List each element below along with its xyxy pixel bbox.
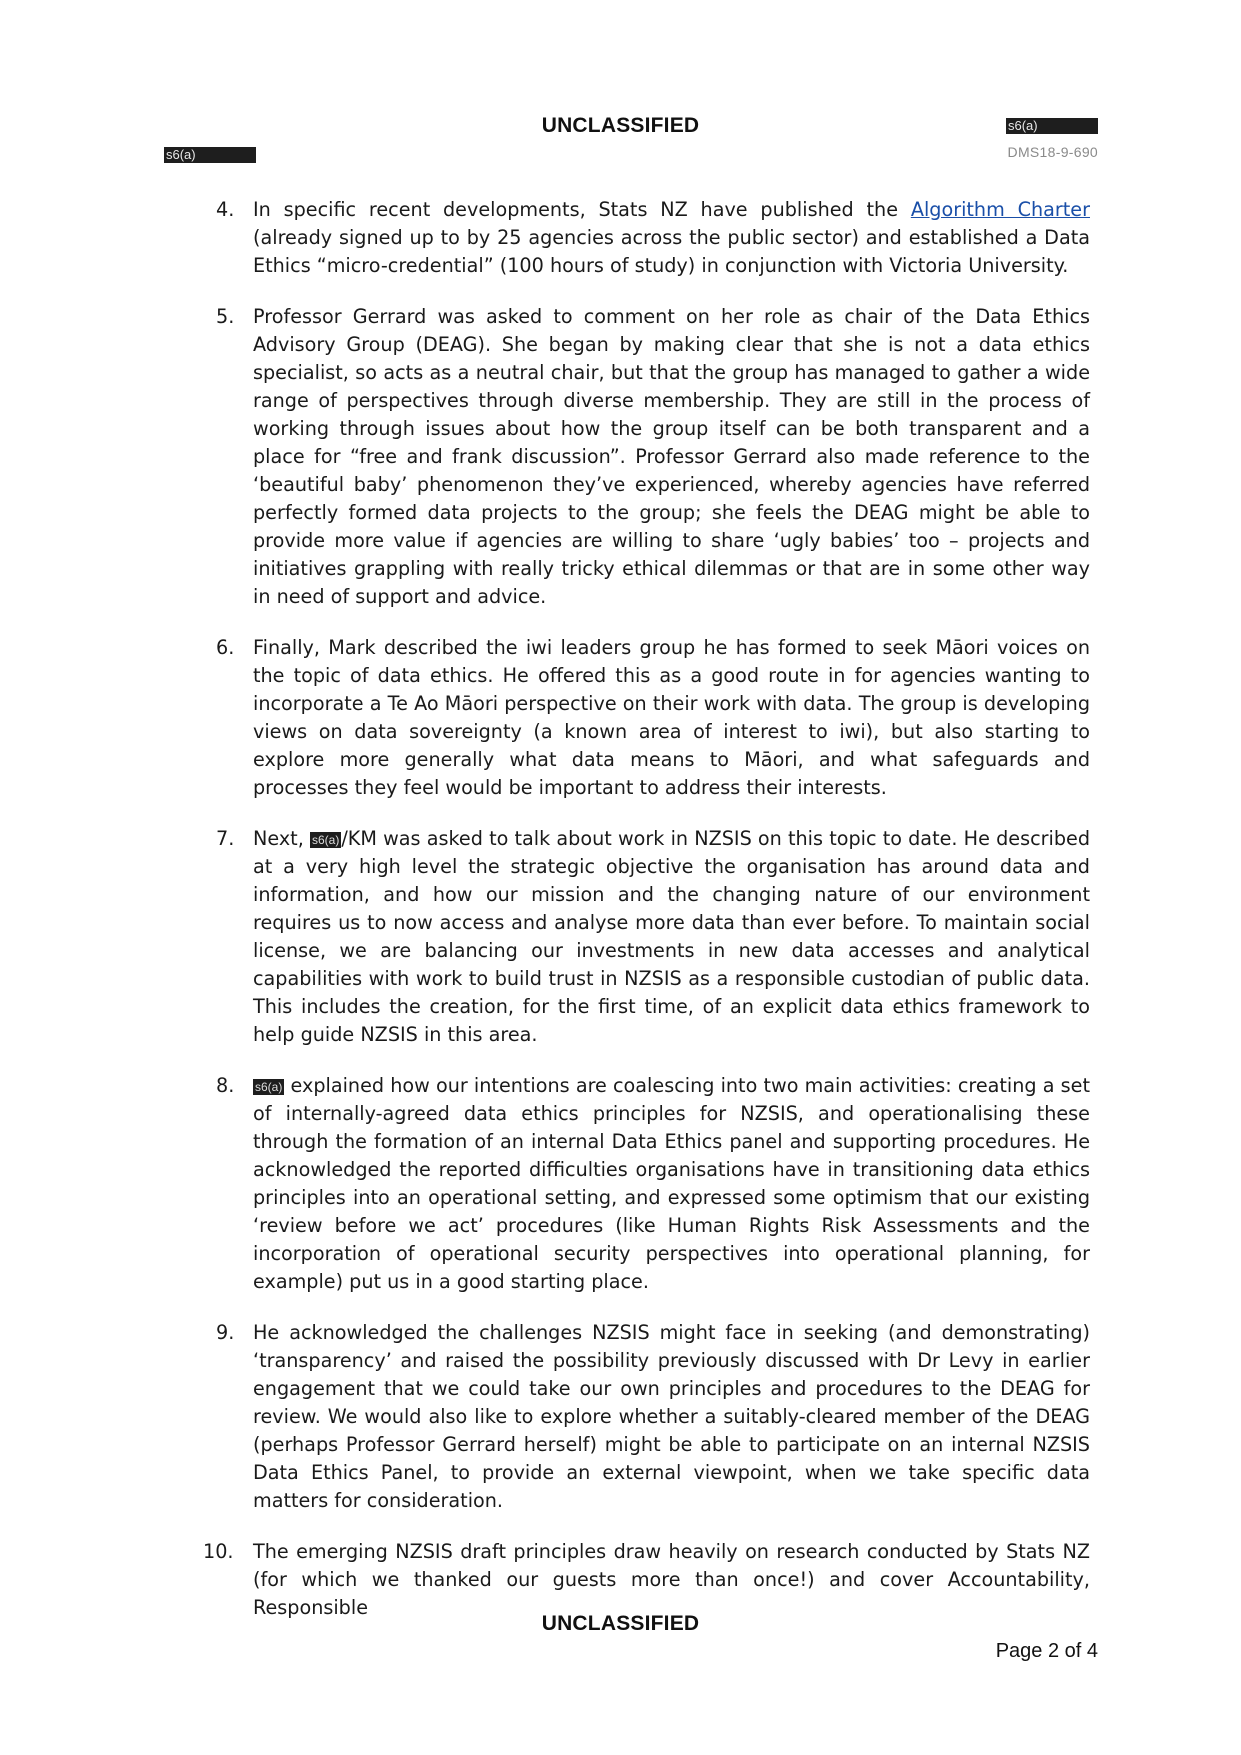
paragraph-text: Finally, Mark described the iwi leaders group he has formed to seek Māori voices on the topic of data ethics. He offered this as a good route in for agencies wanting to incorporate a Te Ao Māori perspective on their work with data. The group is developing views on data sovereignty (a known area of interest to iwi), but also starting to explore more generally what data means to Māori, and what safeguards and processes they feel would be important to address their interests.: [253, 636, 1090, 799]
paragraph-10: [200, 1538, 1090, 1622]
paragraph-text: In specific recent developments, Stats NZ have published the: [253, 198, 911, 221]
paragraph-text: He acknowledged the challenges NZSIS might face in seeking (and demonstrating) ‘transparency’ and raised the possibility previously discussed with Dr Levy in earlier engagement that we could take our own principles and procedures to the DEAG for review. We would also like to explore whether a suitably-cleared member of the DEAG (perhaps Professor Gerrard herself) might be able to participate on an internal NZSIS Data Ethics Panel, to provide an external viewpoint, when we take specific data matters for consideration.: [253, 1321, 1090, 1512]
inline-redaction: s6(a): [311, 833, 340, 847]
paragraph-text: (already signed up to by 25 agencies across the public sector) and established a Data Ethics “micro-credential” (100 hours of study) in conjunction with Victoria University.: [253, 226, 1090, 277]
paragraph-9: [200, 1319, 1090, 1515]
page-number: Page 2 of 4: [995, 1640, 1098, 1662]
paragraph-6: [200, 634, 1090, 802]
paragraph-text: The emerging NZSIS draft principles draw heavily on research conducted by Stats NZ (for which we thanked our guests more than once!) and cover Accountability, Responsible: [253, 1540, 1090, 1619]
paragraph-number: 7.: [216, 827, 235, 850]
paragraph-number: 4.: [216, 198, 235, 221]
paragraph-text: Professor Gerrard was asked to comment on her role as chair of the Data Ethics Advisory Group (DEAG). She began by making clear that she is not a data ethics specialist, so acts as a neutral chair, but that the group has managed to gather a wide range of perspectives through diverse membership. They are still in the process of working through issues about how the group itself can be both transparent and a place for “free and frank discussion”. Professor Gerrard also made reference to the ‘beautiful baby’ phenomenon they’ve experienced, whereby agencies have referred perfectly formed data projects to the group; she feels the DEAG might be able to provide more value if agencies are willing to share ‘ugly babies’ too – projects and initiatives grappling with really tricky ethical dilemmas or that are in some other way in need of support and advice.: [253, 305, 1090, 608]
document-body: [200, 196, 1090, 1645]
paragraph-text: /KM was asked to talk about work in NZSIS on this topic to date. He described at a very high level the strategic objective the organisation has around data and information, and how our mission and the changing nature of our environment requires us to now access and analyse more data than ever before. To maintain social license, we are balancing our investments in new data accesses and analytical capabilities with work to build trust in NZSIS as a responsible custodian of public data. This includes the creation, for the first time, of an explicit data ethics framework to help guide NZSIS in this area.: [253, 827, 1090, 1046]
paragraph-5: [200, 303, 1090, 611]
algorithm-charter-link[interactable]: Algorithm Charter: [910, 198, 1090, 221]
header-redaction-left: s6(a): [164, 147, 256, 163]
paragraph-number: 6.: [216, 636, 235, 659]
paragraph-8: [200, 1072, 1090, 1296]
paragraph-number: 10.: [203, 1540, 234, 1563]
header-classification: UNCLASSIFIED: [541, 114, 700, 137]
inline-redaction: s6(a): [255, 1080, 283, 1094]
paragraph-number: 5.: [216, 305, 235, 328]
paragraph-text: Next,: [253, 827, 310, 850]
header-redaction-right: s6(a): [1006, 118, 1098, 134]
footer-classification: UNCLASSIFIED: [541, 1612, 700, 1635]
paragraph-text: explained how our intentions are coalescing into two main activities: creating a set of internally-agreed data ethics principles for NZSIS, and operationalising these through the formation of an internal Data Ethics panel and supporting procedures. He acknowledged the reported difficulties organisations have in transitioning data ethics principles into an operational setting, and expressed some optimism that our existing ‘review before we act’ procedures (like Human Rights Risk Assessments and the incorporation of operational security perspectives into operational planning, for example) put us in a good starting place.: [253, 1074, 1090, 1293]
paragraph-7: [200, 825, 1090, 1049]
paragraph-number: 8.: [216, 1074, 235, 1097]
document-reference: DMS18-9-690: [1007, 144, 1098, 160]
paragraph-4: [200, 196, 1090, 280]
paragraph-number: 9.: [216, 1321, 235, 1344]
